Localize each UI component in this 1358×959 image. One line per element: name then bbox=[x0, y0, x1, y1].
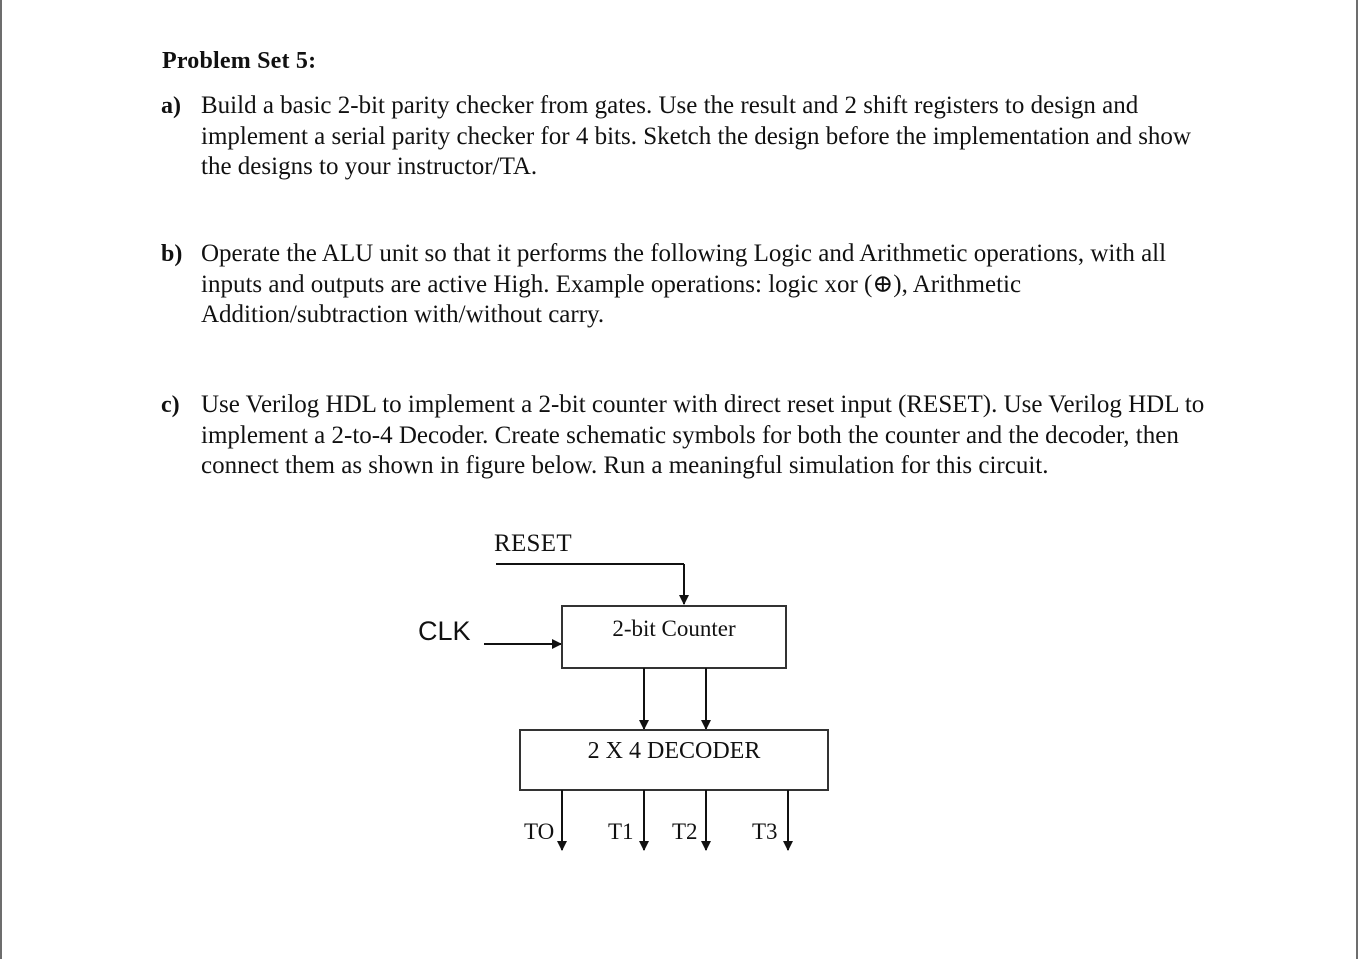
decoder-label: 2 X 4 DECODER bbox=[587, 738, 761, 764]
item-text: Operate the ALU unit so that it performs the following Logic and Arithmetic operations, with all inputs and outputs are active High. Example operations: logic xor (⊕), Arithmetic Addition/subtraction with/without carry. bbox=[201, 240, 1167, 328]
counter-decoder-figure bbox=[410, 520, 850, 880]
problem-set-title: Problem Set 5: bbox=[162, 48, 317, 74]
item-marker: c) bbox=[161, 392, 180, 418]
output-t1-label: T1 bbox=[608, 819, 634, 844]
output-t0-label: TO bbox=[524, 819, 555, 844]
item-marker: b) bbox=[161, 241, 183, 267]
problem-item-a bbox=[161, 91, 1221, 183]
item-text: Build a basic 2-bit parity checker from gates. Use the result and 2 shift registers to design and implement a serial parity checker for 4 bits. Sketch the design before the implementation and show the designs to your instructor/TA. bbox=[201, 92, 1191, 180]
problem-item-b bbox=[161, 239, 1221, 331]
clk-label: CLK bbox=[418, 616, 471, 646]
item-text: Use Verilog HDL to implement a 2-bit counter with direct reset input (RESET). Use Verilog HDL to implement a 2-to-4 Decoder. Create schematic symbols for both the counter and the decoder, then connect them as shown in figure below. Run a meaningful simulation for this circuit. bbox=[201, 391, 1205, 479]
counter-label: 2-bit Counter bbox=[612, 616, 736, 641]
page-border-left bbox=[0, 0, 2, 959]
item-marker: a) bbox=[161, 93, 181, 119]
reset-label: RESET bbox=[494, 530, 572, 557]
output-t3-label: T3 bbox=[752, 819, 778, 844]
output-t2-label: T2 bbox=[672, 819, 698, 844]
problem-item-c bbox=[161, 390, 1221, 482]
